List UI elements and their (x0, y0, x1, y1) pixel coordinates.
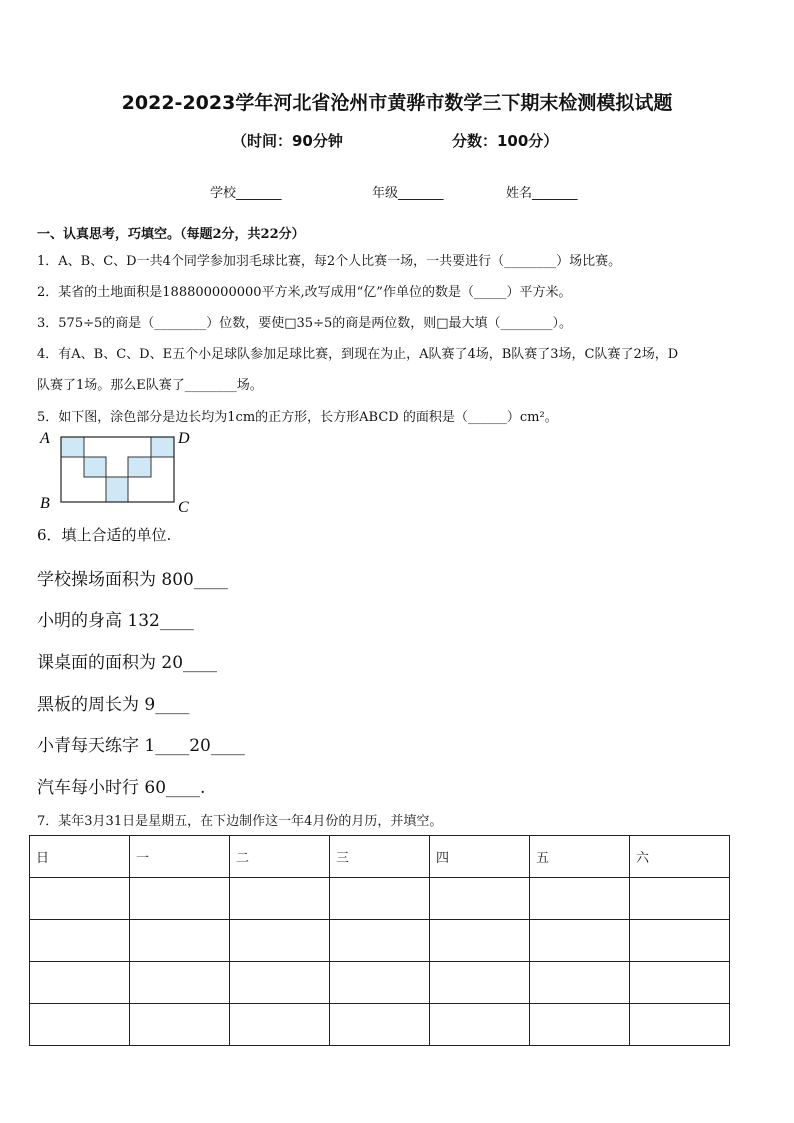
name-field: 姓名_______ (506, 186, 578, 201)
shaded-square (128, 457, 151, 477)
calendar-cell[interactable] (530, 878, 630, 920)
rectangle-abcd-figure (38, 426, 208, 514)
calendar-cell[interactable] (330, 878, 430, 920)
calendar-cell[interactable] (330, 920, 430, 962)
calendar-cell[interactable] (30, 1004, 130, 1046)
calendar-cell[interactable] (130, 1004, 230, 1046)
calendar-cell[interactable] (530, 962, 630, 1004)
calendar-cell[interactable] (130, 878, 230, 920)
question-1: 1．A、B、C、D一共4个同学参加羽毛球比赛，每2个人比赛一场，一共要进行（________）场比赛。 (37, 254, 622, 269)
weekday-header: 日 (30, 836, 130, 878)
question-5: 5．如下图，涂色部分是边长均为1cm的正方形，长方形ABCD 的面积是（______）cm²。 (37, 410, 558, 425)
calendar-cell[interactable] (430, 962, 530, 1004)
calendar-cell[interactable] (430, 920, 530, 962)
calendar-header-row (30, 836, 730, 878)
calendar-cell[interactable] (630, 920, 730, 962)
weekday-header: 三 (330, 836, 430, 878)
label-d: D (178, 430, 190, 447)
calendar-cell[interactable] (430, 1004, 530, 1046)
question-4-line1: 4．有A、B、C、D、E五个小足球队参加足球比赛，到现在为止，A队赛了4场，B队赛了3场，C队赛了2场，D (37, 347, 679, 362)
weekday-header: 一 (130, 836, 230, 878)
label-c: C (178, 499, 189, 514)
question-6: 6．填上合适的单位. (37, 526, 172, 544)
exam-time: （时间：90分钟 (232, 132, 343, 150)
unit-item: 小明的身高 132____ (37, 611, 194, 631)
weekday-header: 四 (430, 836, 530, 878)
weekday-header: 五 (530, 836, 630, 878)
calendar-cell[interactable] (330, 962, 430, 1004)
section-heading: 一、认真思考，巧填空。（每题2分，共22分） (37, 227, 305, 242)
unit-item: 汽车每小时行 60____. (37, 778, 206, 798)
calendar-cell[interactable] (30, 962, 130, 1004)
calendar-cell[interactable] (30, 878, 130, 920)
question-3: 3．575÷5的商是（________）位数，要使□35÷5的商是两位数，则□最大填（________）。 (37, 316, 573, 331)
calendar-cell[interactable] (230, 878, 330, 920)
page-title: 2022-2023学年河北省沧州市黄骅市数学三下期末检测模拟试题 (121, 92, 673, 114)
calendar-row (30, 1004, 730, 1046)
question-7: 7．某年3月31日是星期五，在下边制作这一年4月份的月历，并填空。 (37, 814, 443, 829)
calendar-cell[interactable] (230, 962, 330, 1004)
calendar-cell[interactable] (630, 1004, 730, 1046)
calendar-cell[interactable] (130, 920, 230, 962)
calendar-cell[interactable] (530, 1004, 630, 1046)
weekday-header: 六 (630, 836, 730, 878)
shaded-square (151, 437, 174, 457)
april-calendar-table (29, 835, 730, 1046)
shaded-square (84, 457, 106, 477)
calendar-row (30, 920, 730, 962)
shaded-square (106, 477, 128, 502)
calendar-row (30, 878, 730, 920)
unit-item: 黑板的周长为 9____ (37, 695, 190, 715)
calendar-cell[interactable] (630, 962, 730, 1004)
weekday-header: 二 (230, 836, 330, 878)
unit-item: 课桌面的面积为 20____ (37, 653, 218, 673)
calendar-cell[interactable] (330, 1004, 430, 1046)
calendar-cell[interactable] (530, 920, 630, 962)
shaded-square (61, 437, 84, 457)
grade-field: 年级_______ (372, 186, 444, 201)
calendar-cell[interactable] (630, 878, 730, 920)
school-field: 学校_______ (210, 186, 282, 201)
question-2: 2．某省的土地面积是188800000000平方米,改写成用“亿”作单位的数是（_____）平方米。 (37, 285, 572, 300)
calendar-row (30, 962, 730, 1004)
calendar-cell[interactable] (30, 920, 130, 962)
unit-item: 学校操场面积为 800____ (37, 570, 228, 590)
calendar-cell[interactable] (230, 920, 330, 962)
calendar-cell[interactable] (230, 1004, 330, 1046)
unit-item: 小青每天练字 1____20____ (37, 736, 245, 756)
calendar-cell[interactable] (130, 962, 230, 1004)
exam-score: 分数：100分） (452, 132, 559, 150)
calendar-cell[interactable] (430, 878, 530, 920)
question-4-line2: 队赛了1场。那么E队赛了________场。 (37, 378, 263, 393)
label-b: B (40, 495, 50, 512)
label-a: A (40, 430, 50, 447)
